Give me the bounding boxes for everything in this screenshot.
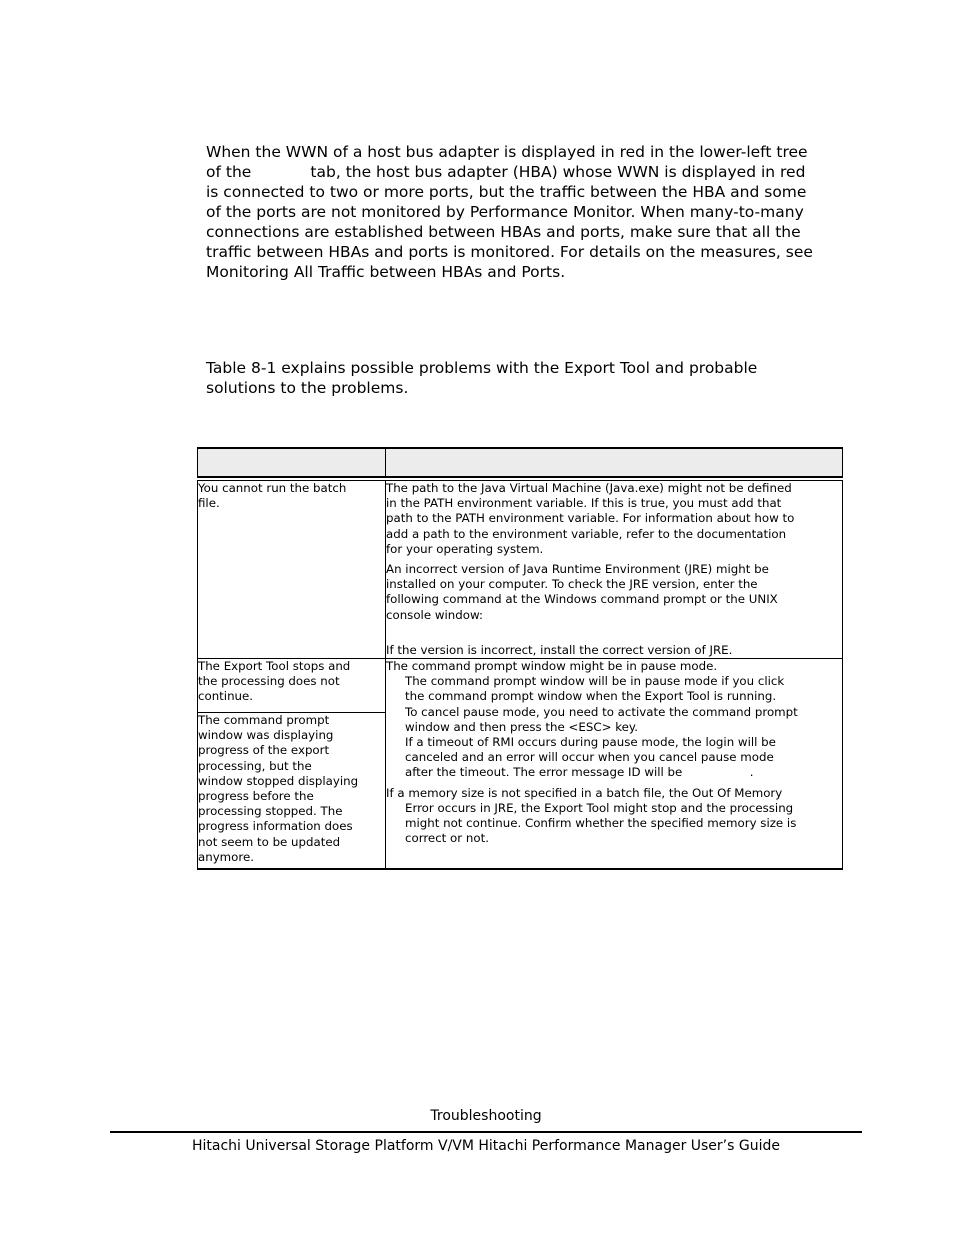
header-cell-solution (386, 448, 843, 477)
troubleshooting-table (197, 447, 843, 870)
cause-line: The command prompt (198, 713, 330, 728)
table-intro-paragraph (206, 358, 858, 398)
cause-line: The Export Tool stops and (198, 659, 351, 674)
cause-line: window stopped displaying (198, 773, 359, 788)
cause-line: file. (198, 496, 220, 511)
cause-line: not seem to be updated (198, 834, 341, 849)
cause-cell (198, 481, 386, 659)
table-header-row (198, 448, 843, 477)
solution-line: the command prompt window when the Export Tool is running. (405, 689, 777, 704)
cause-line: continue. (198, 689, 254, 704)
solution-line: after the timeout. The error message ID will be . (405, 765, 754, 780)
intro-line: of the ports are not monitored by Performance Monitor. When many-to-many (206, 203, 804, 221)
intro-paragraph (206, 142, 858, 282)
cause-line: window was displaying (198, 728, 334, 743)
solution-line: window and then press the <ESC> key. (405, 719, 638, 734)
solution-line: in the PATH environment variable. If this is true, you must add that (386, 496, 782, 511)
cause-line: progress information does (198, 819, 353, 834)
solution-cell (386, 659, 843, 870)
solution-paragraph (386, 786, 842, 847)
cause-line: You cannot run the batch (198, 481, 347, 495)
cause-line: anymore. (198, 849, 254, 864)
cause-line: processing, but the (198, 758, 312, 773)
cause-line: progress before the (198, 789, 314, 804)
table-row (198, 659, 843, 713)
cause-cell (198, 713, 386, 870)
cause-cell (198, 659, 386, 713)
solution-paragraph (386, 562, 842, 623)
table-intro-line: Table 8-1 explains possible problems with the Export Tool and probable (206, 359, 758, 377)
table-intro-line: solutions to the problems. (206, 379, 409, 397)
solution-line: path to the PATH environment variable. For information about how to (386, 511, 795, 526)
solution-line: If the version is incorrect, install the correct version of JRE. (386, 642, 733, 657)
intro-line: traffic between HBAs and ports is monitored. For details on the measures, see (206, 243, 813, 261)
solution-line: The path to the Java Virtual Machine (Java.exe) might not be defined (386, 481, 792, 495)
footer-divider (110, 1131, 862, 1133)
solution-line: The command prompt window will be in pause mode if you click (405, 674, 785, 689)
solution-line: An incorrect version of Java Runtime Environment (JRE) might be (386, 562, 769, 577)
solution-paragraph (386, 481, 842, 557)
intro-line: is connected to two or more ports, but the traffic between the HBA and some (206, 183, 807, 201)
solution-cell (386, 481, 843, 659)
header-cell-cause (198, 448, 386, 477)
solution-line: add a path to the environment variable, refer to the documentation (386, 526, 787, 541)
solution-line: console window: (386, 607, 483, 622)
solution-line: correct or not. (405, 831, 489, 846)
solution-line: might not continue. Confirm whether the specified memory size is (405, 816, 797, 831)
solution-paragraph (386, 643, 842, 658)
solution-line: If a memory size is not specified in a batch file, the Out Of Memory (386, 785, 783, 800)
solution-line: following command at the Windows command prompt or the UNIX (386, 592, 778, 607)
table-row (198, 481, 843, 659)
cause-line: the processing does not (198, 674, 340, 689)
solution-line: Error occurs in JRE, the Export Tool might stop and the processing (405, 800, 794, 815)
cause-line: processing stopped. The (198, 804, 343, 819)
cause-line: progress of the export (198, 743, 330, 758)
intro-line: When the WWN of a host bus adapter is displayed in red in the lower-left tree (206, 143, 808, 161)
solution-line: for your operating system. (386, 541, 544, 556)
solution-line: installed on your computer. To check the JRE version, enter the (386, 577, 758, 592)
intro-line: Monitoring All Traffic between HBAs and Ports. (206, 263, 566, 281)
solution-line: To cancel pause mode, you need to activate the command prompt (405, 704, 798, 719)
intro-line: connections are established between HBAs and ports, make sure that all the (206, 223, 801, 241)
footer-guide-title: Hitachi Universal Storage Platform V/VM Hitachi Performance Manager User’s Guide (192, 1138, 780, 1154)
intro-line: of the tab, the host bus adapter (HBA) whose WWN is displayed in red (206, 163, 806, 181)
footer-section-title: Troubleshooting (430, 1108, 542, 1124)
solution-line: canceled and an error will occur when you cancel pause mode (405, 750, 774, 765)
solution-paragraph (386, 659, 842, 781)
solution-line: The command prompt window might be in pause mode. (386, 659, 718, 674)
solution-line: If a timeout of RMI occurs during pause mode, the login will be (405, 735, 776, 750)
